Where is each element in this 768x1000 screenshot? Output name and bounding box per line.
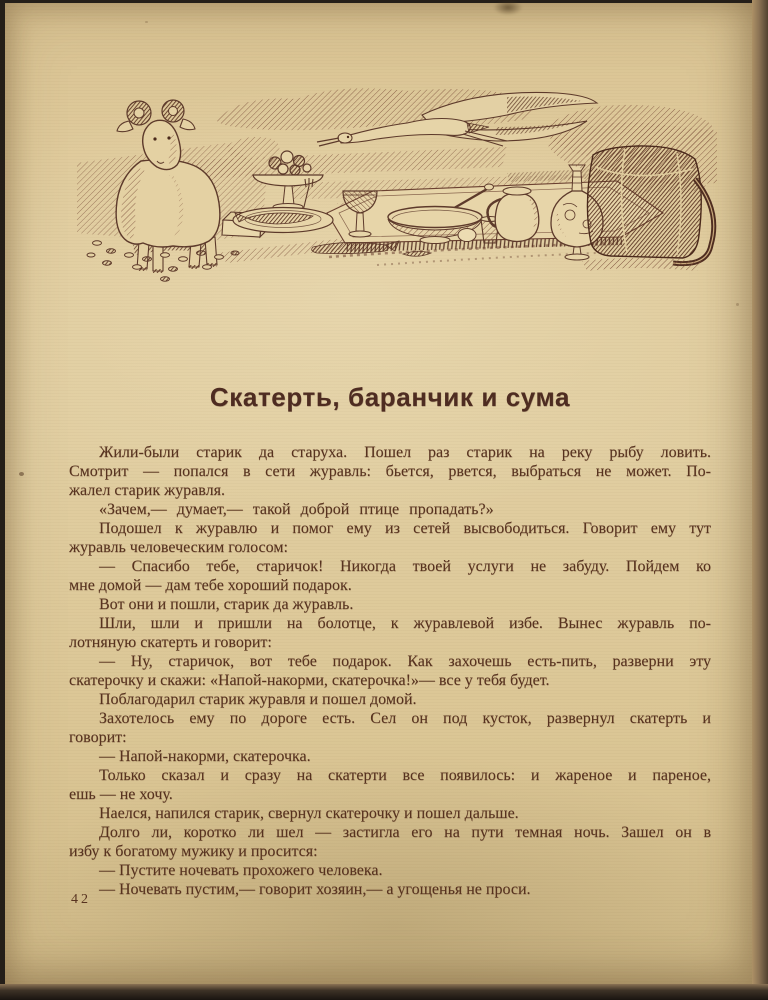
text-line: Подошел к журавлю и помог ему из сетей высвободиться. Говорит ему тут — [99, 520, 711, 537]
text-line: ешь — не хочу. — [69, 786, 173, 803]
paragraph — [69, 861, 711, 880]
story-text — [69, 443, 711, 899]
plate-with-fish-illustration — [233, 208, 333, 233]
text-line: — Напой-накорми, скатерочка. — [99, 748, 311, 765]
paragraph — [69, 690, 711, 709]
text-line: скатерочку и скажи: «Напой-накорми, скатерочка!»— все у тебя будет. — [69, 672, 550, 689]
text-line: — Спасибо тебе, старичок! Никогда твоей услуги не забуду. Пойдем ко — [99, 558, 711, 575]
paragraph — [69, 747, 711, 766]
paragraph — [69, 823, 711, 861]
text-line: Шли, шли и пришли на болотце, к журавлевой избе. Вынес журавль по- — [99, 615, 711, 632]
story-illustration — [77, 83, 717, 283]
text-line: журавль человеческим голосом: — [69, 539, 288, 556]
paper-speck — [145, 21, 148, 23]
text-line: — Ну, старичок, вот тебе подарок. Как захочешь есть-пить, разверни эту — [99, 653, 711, 670]
paragraph — [69, 614, 711, 652]
text-line: Вот они и пошли, старик да журавль. — [99, 596, 354, 613]
book-page — [5, 3, 752, 985]
text-line: лотняную скатерть и говорит: — [69, 634, 272, 651]
ram-illustration — [116, 100, 220, 273]
paper-speck — [19, 472, 24, 476]
text-line: избу к богатому мужику и просится: — [69, 843, 318, 860]
paragraph — [69, 519, 711, 557]
text-line: — Пустите ночевать прохожего человека. — [99, 862, 383, 879]
text-line: Поблагодарил старик журавля и пошел домой. — [99, 691, 417, 708]
paragraph — [69, 880, 711, 899]
text-line: жалел старик журавля. — [69, 482, 225, 499]
page-edge-right — [752, 0, 768, 1000]
text-line: мне домой — дам тебе хороший подарок. — [69, 577, 352, 594]
text-line: Только сказал и сразу на скатерти все появилось: и жареное и пареное, — [99, 767, 711, 784]
paragraph — [69, 804, 711, 823]
page-number: 42 — [71, 892, 91, 907]
text-line: Жили-были старик да старуха. Пошел раз старик на реку рыбу ловить. — [99, 444, 711, 461]
paragraph — [69, 443, 711, 500]
paragraph — [69, 500, 711, 519]
text-line: Захотелось ему по дороге есть. Сел он под кусток, развернул скатерть и — [99, 710, 711, 727]
paragraph — [69, 766, 711, 804]
text-line: Долго ли, коротко ли шел — застигла его на пути темная ночь. Зашел он в — [99, 824, 711, 841]
paragraph — [69, 557, 711, 595]
text-line: Наелся, напился старик, свернул скатерочку и пошел дальше. — [99, 805, 519, 822]
text-line: «Зачем,— думает,— такой доброй птице пропадать?» — [99, 501, 494, 518]
page-edge-bottom — [0, 984, 768, 1000]
paragraph — [69, 652, 711, 690]
text-line: — Ночевать пустим,— говорит хозяин,— а угощенья не проси. — [99, 881, 531, 898]
story-title: Скатерть, баранчик и сума — [209, 382, 571, 412]
paper-stain — [492, 0, 524, 16]
paragraph — [69, 709, 711, 747]
text-line: Смотрит — попался в сети журавль: бьется, рвется, выбраться не может. По- — [69, 463, 711, 480]
text-line: говорит: — [69, 729, 127, 746]
paragraph — [69, 595, 711, 614]
paper-speck — [736, 303, 739, 306]
